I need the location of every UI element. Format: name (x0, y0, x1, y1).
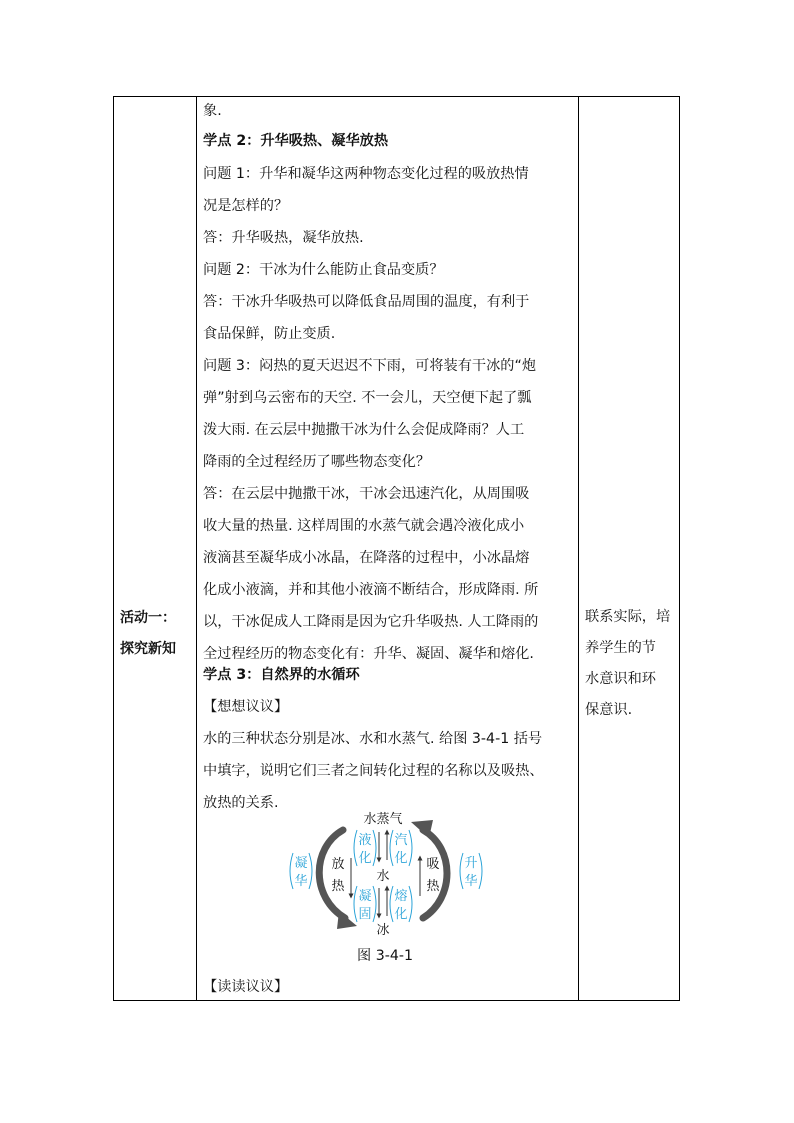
vapor-label: 水蒸气 (363, 812, 403, 827)
content-line: 放热的关系. (203, 795, 279, 811)
fill-shenghua (460, 853, 482, 889)
svg-text:化: 化 (358, 851, 372, 866)
section-heading-3: 学点 3：自然界的水循环 (203, 667, 360, 683)
svg-text:化: 化 (394, 851, 408, 866)
absorb-heat-label-1: 吸 (426, 857, 440, 872)
svg-text:凝: 凝 (294, 856, 308, 871)
svg-text:凝: 凝 (358, 889, 372, 904)
release-heat-label-2: 热 (331, 879, 345, 894)
content-line: 答：干冰升华吸热可以降低食品周围的温度，有利于 (203, 294, 530, 310)
content-line: 问题 2：干冰为什么能防止食品变质？ (203, 262, 444, 278)
release-heat-label-1: 放 (331, 857, 345, 872)
activity-column (114, 97, 196, 1000)
content-line: 食品保鲜，防止变质. (203, 326, 336, 342)
content-line: 【想想议议】 (203, 699, 289, 715)
absorb-heat-label-2: 热 (426, 879, 440, 894)
content-line: 问题 3：闷热的夏天迟迟不下雨，可将装有干冰的“炮 (203, 358, 537, 374)
section-heading-2: 学点 2：升华吸热、凝华放热 (203, 133, 389, 149)
curved-arrow-left-head (337, 911, 357, 929)
purpose-column (579, 97, 679, 1000)
purpose-line: 养学生的节 (585, 640, 656, 656)
svg-text:化: 化 (394, 907, 408, 922)
fill-qihua (390, 830, 412, 866)
purpose-line: 水意识和环 (585, 671, 656, 687)
ice-label: 冰 (376, 923, 390, 938)
content-line: 答：在云层中抛撒干冰，干冰会迅速汽化，从周围吸 (203, 486, 530, 502)
content-line: 答：升华吸热，凝华放热. (203, 230, 364, 246)
content-line: 收大量的热量. 这样周围的水蒸气就会遇冷液化成小 (203, 518, 525, 534)
content-line: 化成小液滴，并和其他小液滴不断结合，形成降雨. 所 (203, 582, 539, 598)
water-label: 水 (376, 869, 390, 884)
content-line: 液滴甚至凝华成小冰晶，在降落的过程中，小冰晶熔 (203, 550, 530, 566)
svg-text:升: 升 (464, 856, 478, 871)
water-cycle-diagram (283, 808, 483, 968)
activity-label-line2: 探究新知 (120, 641, 176, 657)
curved-arrow-left (319, 830, 345, 918)
figure-caption: 图 3-4-1 (357, 948, 414, 964)
svg-text:固: 固 (358, 907, 372, 922)
content-line: 泼大雨. 在云层中抛撒干冰为什么会促成降雨？人工 (203, 422, 525, 438)
fill-ninggu (354, 886, 376, 922)
content-line: 况是怎样的？ (203, 198, 289, 214)
activity-label-line1: 活动一： (120, 610, 176, 626)
content-line: 中填字，说明它们三者之间转化过程的名称以及吸热、 (203, 763, 544, 779)
content-line: 象. (203, 103, 222, 119)
content-line: 问题 1：升华和凝华这两种物态变化过程的吸放热情 (203, 166, 529, 182)
content-line: 降雨的全过程经历了哪些物态变化？ (203, 454, 431, 470)
content-line: 以，干冰促成人工降雨是因为它升华吸热. 人工降雨的 (203, 614, 539, 630)
content-line: 【读读议议】 (203, 979, 289, 995)
svg-text:熔: 熔 (394, 889, 408, 904)
purpose-line: 保意识. (585, 702, 633, 718)
fill-ninghua (290, 853, 312, 889)
curved-arrow-right (423, 830, 447, 918)
fill-ronghua (390, 886, 412, 922)
purpose-line: 联系实际，培 (585, 609, 671, 625)
svg-text:华: 华 (294, 874, 308, 889)
svg-text:华: 华 (464, 874, 478, 889)
content-line: 水的三种状态分别是冰、水和水蒸气. 给图 3-4-1 括号 (203, 731, 543, 747)
content-line: 弹”射到乌云密布的天空. 不一会儿，天空便下起了瓢 (203, 390, 532, 406)
svg-text:汽: 汽 (394, 833, 408, 848)
svg-text:液: 液 (358, 833, 372, 848)
content-line: 全过程经历的物态变化有：升华、凝固、凝华和熔化. (203, 646, 534, 662)
fill-yehua (354, 830, 376, 866)
